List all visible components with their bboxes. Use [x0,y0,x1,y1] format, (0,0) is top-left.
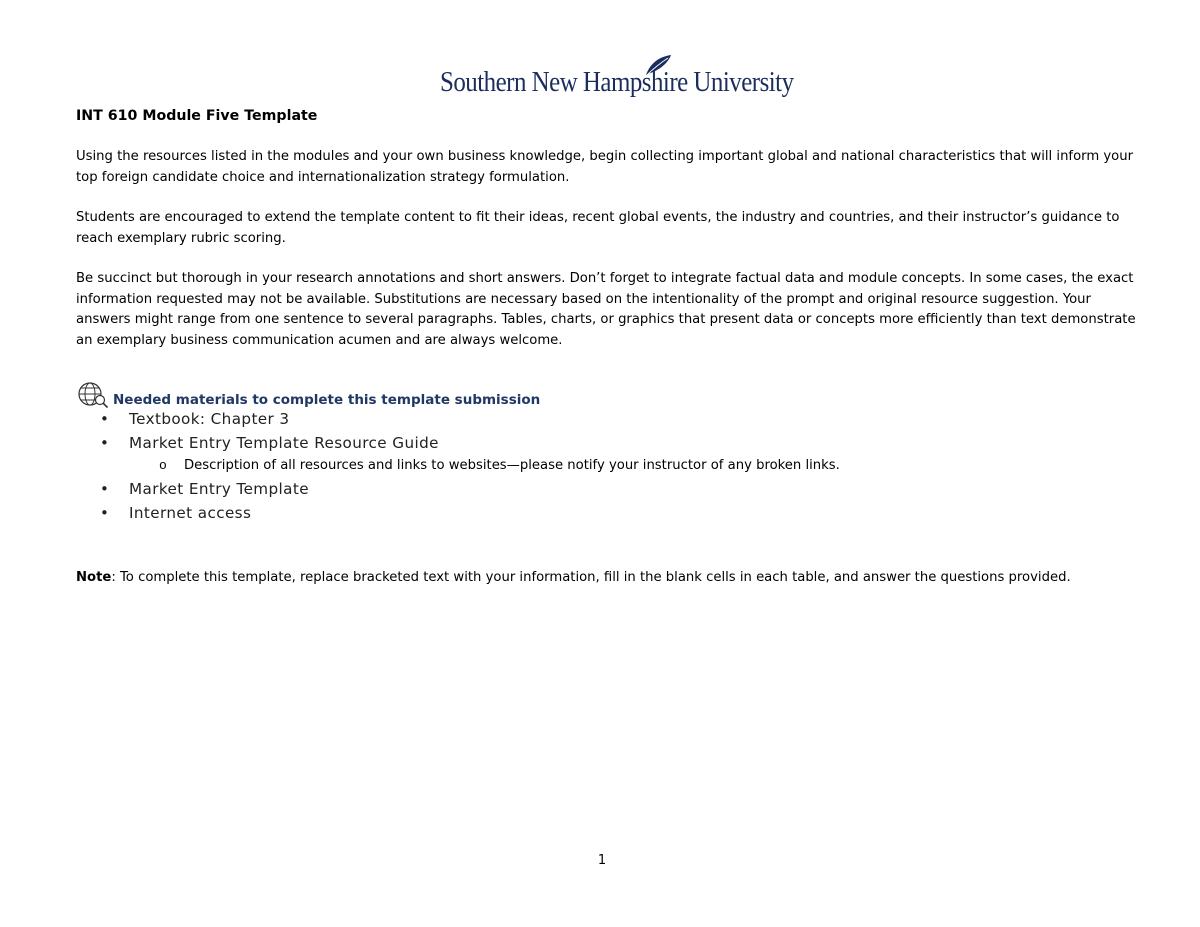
bullet: • [100,504,110,522]
list-item [76,477,1136,501]
list-item-text: Market Entry Template [129,480,309,498]
encouragement-paragraph: Students are encouraged to extend the template content to fit their ideas, recent global events, the industry and countries, and their instructor’s guidance to reach exemplary rubric scoring. [76,210,1120,246]
materials-list-continued [76,477,1136,525]
list-item-text: Market Entry Template Resource Guide [129,434,439,452]
bullet: • [100,434,110,452]
materials-title: Needed materials to complete this template submission [113,392,541,408]
list-item-text: Textbook: Chapter 3 [129,410,290,428]
materials-list [76,407,1136,455]
logo-wordmark: Southern New Hampshire University [440,66,794,98]
note-paragraph [76,568,1136,589]
intro-paragraph: Using the resources listed in the modules and your own business knowledge, begin collecting important global and national characteristics that will inform your top foreign candidate choice and internationalization strategy formulation. [76,149,1134,185]
materials-heading [76,381,1136,407]
guidance-paragraph: Be succinct but thorough in your research annotations and short answers. Don’t forget to integrate factual data and module concepts. In some cases, the exact information requested may not be available. Substitutions are necessary based on the intentionality of the prompt and original resource suggestion. Your answers might range from one sentence to several paragraphs. Tables, charts, or graphics that present data or concepts more efficiently than text demonstrate an exemplary business communication acumen and are always welcome. [76,271,1136,348]
list-item-text: Internet access [129,504,252,522]
list-item [76,407,1136,431]
document-body [76,106,1136,589]
sub-list-item [76,455,1136,477]
page-number: 1 [597,853,607,868]
note-text: : To complete this template, replace bracketed text with your information, fill in the blank cells in each table, and answer the questions provided. [111,570,1071,585]
note-label: Note [76,570,112,585]
materials-sub-list [76,455,1136,477]
list-item [76,501,1136,525]
sub-bullet: o [159,458,167,473]
bullet: • [100,410,110,428]
list-item [76,431,1136,455]
university-logo [436,54,794,104]
bullet: • [100,480,110,498]
document-title: INT 610 Module Five Template [76,108,318,124]
sub-list-item-text: Description of all resources and links to websites—please notify your instructor of any broken links. [184,458,840,473]
globe-search-icon [76,381,110,409]
